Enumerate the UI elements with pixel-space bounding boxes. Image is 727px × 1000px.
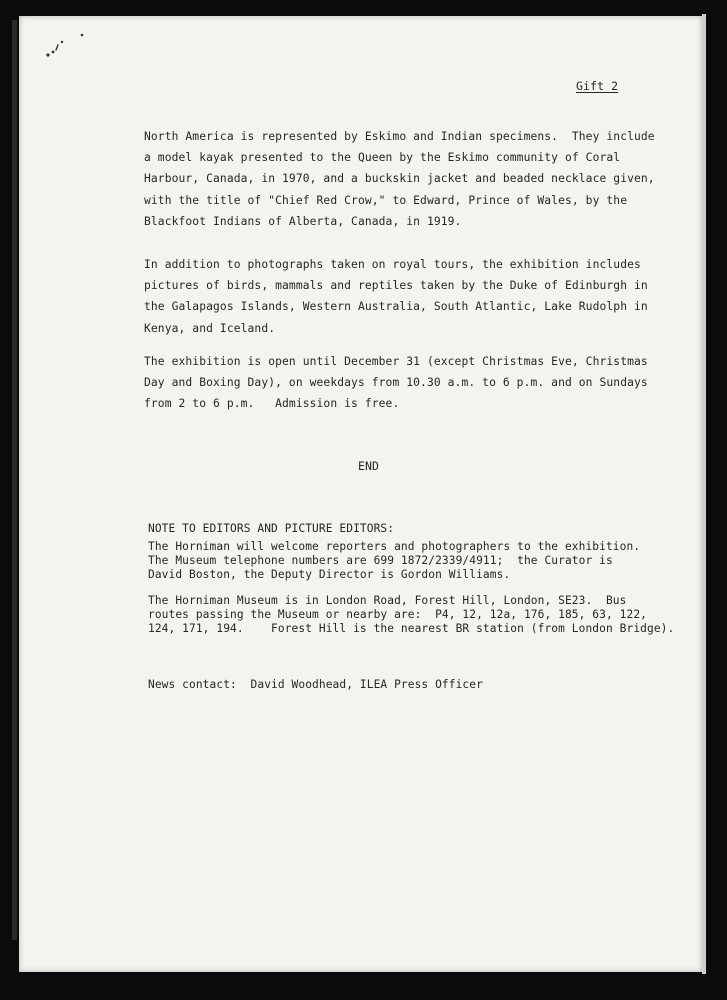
page-label: Gift 2	[576, 79, 619, 93]
news-contact: News contact: David Woodhead, ILEA Press Officer	[148, 678, 483, 691]
note-reporters: The Horniman will welcome reporters and photographers to the exhibition. The Museum telephone numbers are 699 1872/2339/4911; the Curator is David Boston, the Deputy Director is Gordon Williams.	[148, 540, 641, 581]
paragraph-north-america: North America is represented by Eskimo and Indian specimens. They include a model kayak presented to the Queen by the Eskimo community of Coral Harbour, Canada, in 1970, and a buckskin jacket and beaded necklace given, with the title of "Chief Red Crow," to Edward, Prince of Wales, by the Blackfoot Indians of Alberta, Canada, in 1919.	[144, 130, 655, 228]
page-edge	[702, 14, 706, 974]
paragraph-opening-hours: The exhibition is open until December 31 (except Christmas Eve, Christmas Day and Boxing Day), on weekdays from 10.30 a.m. to 6 p.m. and on Sundays from 2 to 6 p.m. Admission is free.	[144, 355, 648, 411]
note-to-editors-title: NOTE TO EDITORS AND PICTURE EDITORS:	[148, 522, 395, 535]
binder-edge	[12, 20, 17, 940]
note-location: The Horniman Museum is in London Road, Forest Hill, London, SE23. Bus routes passing the Museum or nearby are: P4, 12, 12a, 176, 185, 63, 122, 124, 171, 194. Forest Hill is the nearest BR station (from London Bridge).	[148, 594, 675, 635]
paragraph-photographs: In addition to photographs taken on royal tours, the exhibition includes pictures of birds, mammals and reptiles taken by the Duke of Edinburgh in the Galapagos Islands, Western Australia, South Atlantic, Lake Rudolph in Kenya, and Iceland.	[144, 258, 648, 335]
ink-marks-icon	[44, 33, 84, 63]
end-marker: END	[358, 459, 380, 473]
